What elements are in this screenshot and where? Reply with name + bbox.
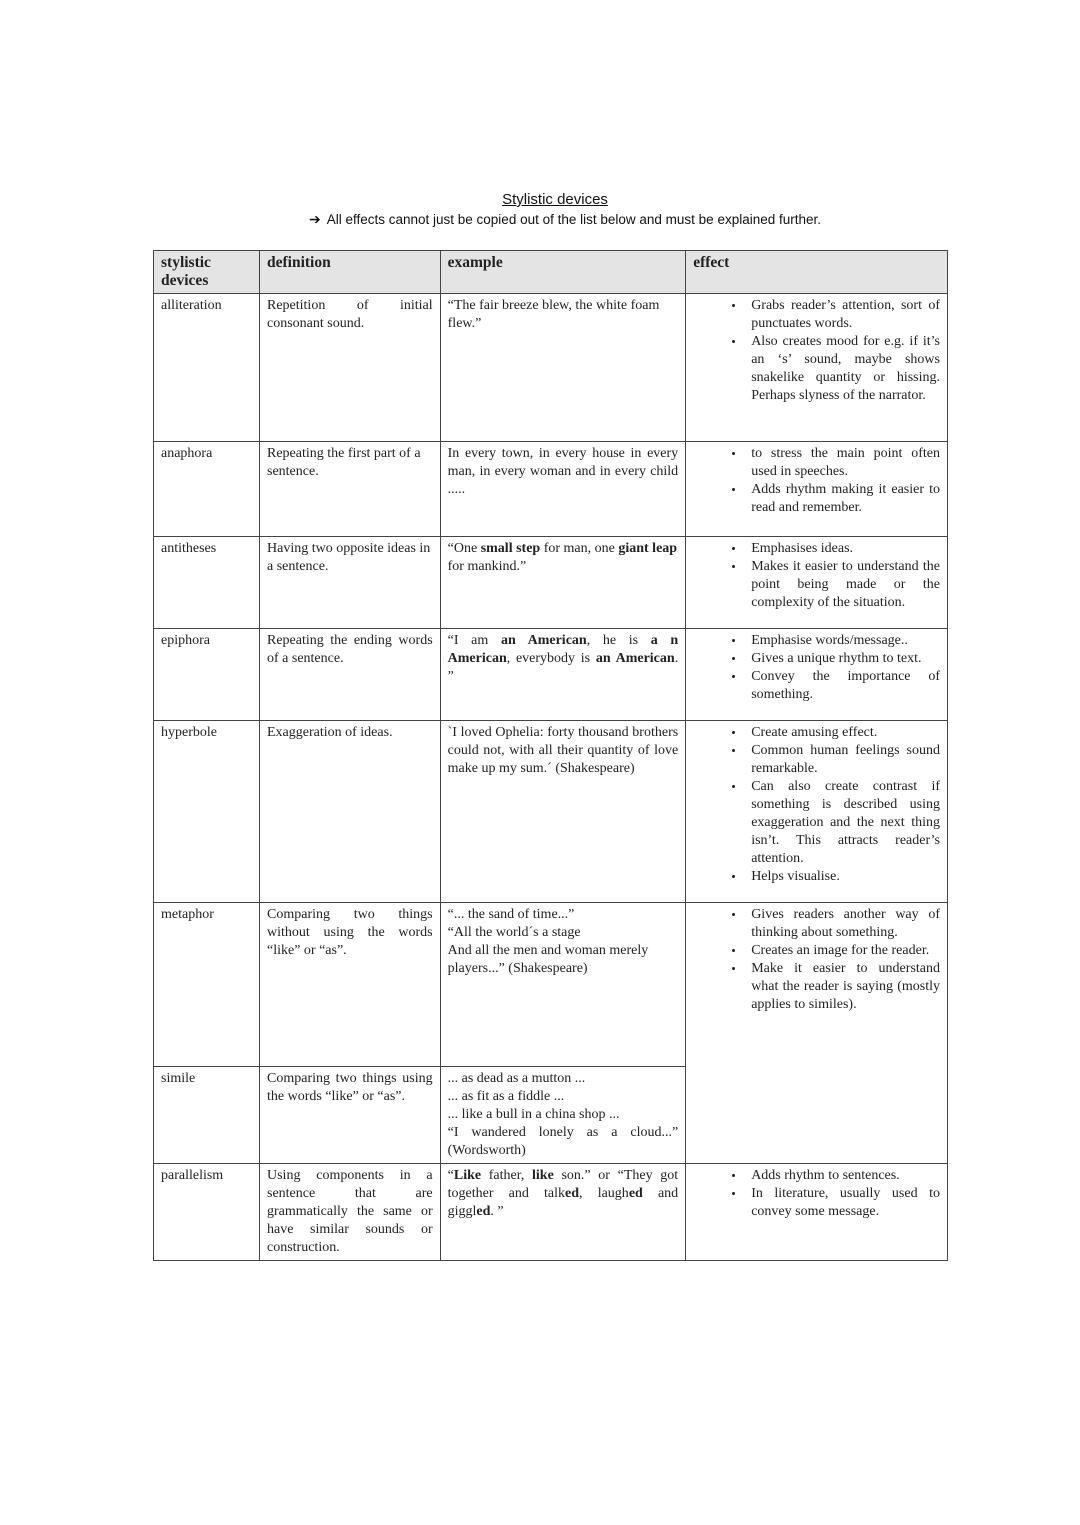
header-example: example	[440, 251, 686, 294]
table-row	[154, 294, 948, 442]
arrow-right-icon: ➔	[308, 211, 321, 227]
definition-cell: Repetition of initial consonant sound.	[260, 294, 441, 442]
device-name: metaphor	[154, 903, 260, 1067]
effect-item: • Emphasise words/message..	[745, 632, 940, 650]
effect-item: • Creates an image for the reader.	[745, 942, 940, 960]
device-name: hyperbole	[154, 721, 260, 903]
table-row	[154, 903, 948, 1067]
device-name: alliteration	[154, 294, 260, 442]
effect-item: • Adds rhythm to sentences.	[745, 1167, 940, 1185]
definition-cell: Comparing two things using the words “like” or “as”.	[260, 1067, 441, 1164]
effect-cell	[686, 442, 948, 537]
effect-cell	[686, 537, 948, 629]
effect-item: • Also creates mood for e.g. if it’s an ‘s’ sound, maybe shows snakelike quantity or hissing. Perhaps slyness of the narrator.	[745, 333, 940, 405]
definition-cell: Comparing two things without using the words “like” or “as”.	[260, 903, 441, 1067]
example-cell: “One small step for man, one giant leap for mankind.”	[440, 537, 686, 629]
example-cell: “... the sand of time...” “All the world´s a stage And all the men and woman merely players...” (Shakespeare)	[440, 903, 686, 1067]
definition-cell: Having two opposite ideas in a sentence.	[260, 537, 441, 629]
effect-cell	[686, 629, 948, 721]
effect-item: • In literature, usually used to convey some message.	[745, 1185, 940, 1221]
effect-cell	[686, 1164, 948, 1261]
effect-item: • Makes it easier to understand the point being made or the complexity of the situation.	[745, 558, 940, 612]
header-stylistic-devices: stylistic devices	[154, 251, 260, 294]
effect-item: • Emphasises ideas.	[745, 540, 940, 558]
device-name: simile	[154, 1067, 260, 1164]
definition-cell: Repeating the first part of a sentence.	[260, 442, 441, 537]
effect-item: • Gives a unique rhythm to text.	[745, 650, 940, 668]
device-name: antitheses	[154, 537, 260, 629]
table-row	[154, 1164, 948, 1261]
effect-cell	[686, 903, 948, 1164]
example-cell: `I loved Ophelia: forty thousand brothers could not, with all their quantity of love make up my sum.´ (Shakespeare)	[440, 721, 686, 903]
effect-item: • Adds rhythm making it easier to read and remember.	[745, 481, 940, 517]
table-row	[154, 537, 948, 629]
effect-item: • Make it easier to understand what the reader is saying (mostly applies to similes).	[745, 960, 940, 1014]
effect-item: • Gives readers another way of thinking about something.	[745, 906, 940, 942]
page-title: Stylistic devices	[502, 191, 608, 208]
definition-cell: Exaggeration of ideas.	[260, 721, 441, 903]
header-definition: definition	[260, 251, 441, 294]
device-name: epiphora	[154, 629, 260, 721]
effect-item: • Convey the importance of something.	[745, 668, 940, 704]
definition-cell: Repeating the ending words of a sentence.	[260, 629, 441, 721]
instruction-note	[0, 211, 1080, 228]
table-header-row	[154, 251, 948, 294]
instruction-text: All effects cannot just be copied out of the list below and must be explained further.	[326, 212, 822, 227]
effect-cell	[686, 721, 948, 903]
stylistic-devices-table	[153, 250, 948, 1261]
effect-cell	[686, 294, 948, 442]
effect-item: • Helps visualise.	[745, 868, 940, 886]
effect-item: • to stress the main point often used in speeches.	[745, 445, 940, 481]
effect-item: • Common human feelings sound remarkable.	[745, 742, 940, 778]
device-name: anaphora	[154, 442, 260, 537]
example-cell: “The fair breeze blew, the white foam flew.”	[440, 294, 686, 442]
example-cell: ... as dead as a mutton ... ... as fit as a fiddle ... ... like a bull in a china shop ... “I wandered lonely as a cloud...” (Wordsworth)	[440, 1067, 686, 1164]
definition-cell: Using components in a sentence that are grammatically the same or have similar sounds or construction.	[260, 1164, 441, 1261]
table-row	[154, 721, 948, 903]
effect-item: • Create amusing effect.	[745, 724, 940, 742]
example-cell: In every town, in every house in every man, in every woman and in every child .....	[440, 442, 686, 537]
device-name: parallelism	[154, 1164, 260, 1261]
header-effect: effect	[686, 251, 948, 294]
example-cell: “I am an American, he is a n American, everybody is an American. ”	[440, 629, 686, 721]
example-cell: “Like father, like son.” or “They got together and talked, laughed and giggled. ”	[440, 1164, 686, 1261]
table-row	[154, 442, 948, 537]
effect-item: • Grabs reader’s attention, sort of punctuates words.	[745, 297, 940, 333]
table-row	[154, 629, 948, 721]
effect-item: • Can also create contrast if something is described using exaggeration and the next thing isn’t. This attracts reader’s attention.	[745, 778, 940, 868]
